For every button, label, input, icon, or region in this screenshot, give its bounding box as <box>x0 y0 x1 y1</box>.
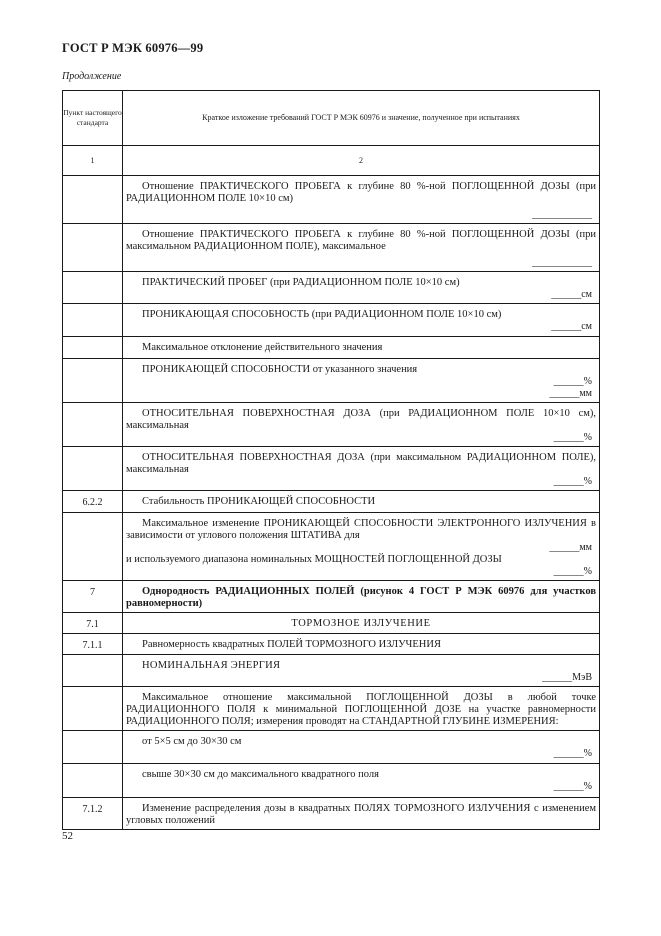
clause-number <box>63 764 123 798</box>
requirement-cell <box>123 224 600 272</box>
requirement-cell <box>123 337 600 359</box>
table-header-row <box>63 91 600 146</box>
table-row <box>63 764 600 798</box>
requirement-text: ПРАКТИЧЕСКИЙ ПРОБЕГ (при РАДИАЦИОННОМ ПОЛЕ 10×10 см) <box>142 277 460 288</box>
requirement-text: от 5×5 см до 30×30 см <box>142 736 242 747</box>
column-index-1: 1 <box>63 146 123 176</box>
value-blank: ______% <box>553 566 592 577</box>
clause-number <box>63 731 123 764</box>
requirement-cell <box>123 513 600 581</box>
requirement-cell <box>123 359 600 403</box>
subsection-heading: ТОРМОЗНОЕ ИЗЛУЧЕНИЕ <box>291 618 431 629</box>
value-blank: ______см <box>551 289 592 300</box>
value-blank: ____________ <box>532 209 592 220</box>
clause-number <box>63 403 123 447</box>
value-blank: ____________ <box>532 257 592 268</box>
clause-number <box>63 655 123 687</box>
requirement-cell <box>123 731 600 764</box>
requirement-text: Равномерность квадратных ПОЛЕЙ ТОРМОЗНОГО ИЗЛУЧЕНИЯ <box>142 639 441 650</box>
table-row <box>63 687 600 731</box>
requirement-text: ПРОНИКАЮЩЕЙ СПОСОБНОСТИ от указанного значения <box>142 364 418 375</box>
clause-number: 6.2.2 <box>63 491 123 513</box>
table-row <box>63 513 600 581</box>
table-row <box>63 581 600 613</box>
requirement-text: ОТНОСИТЕЛЬНАЯ ПОВЕРХНОСТНАЯ ДОЗА (при максимальном РАДИАЦИОННОМ ПОЛЕ), максимальная <box>126 452 596 475</box>
requirement-cell <box>123 613 600 634</box>
requirement-cell <box>123 581 600 613</box>
clause-number <box>63 447 123 491</box>
table-row <box>63 447 600 491</box>
requirement-cell <box>123 687 600 731</box>
requirement-cell <box>123 447 600 491</box>
requirement-text-continuation: и используемого диапазона номинальных МОЩНОСТЕЙ ПОГЛОЩЕННОЙ ДОЗЫ <box>126 554 502 565</box>
table-row <box>63 272 600 304</box>
requirement-text: Отношение ПРАКТИЧЕСКОГО ПРОБЕГА к глубине 80 %-ной ПОГЛОЩЕННОЙ ДОЗЫ (при РАДИАЦИОННОМ ПОЛЕ 10×10 см) <box>126 181 596 204</box>
requirements-table <box>62 90 600 830</box>
value-blank: ______% <box>553 432 592 443</box>
clause-number <box>63 304 123 337</box>
requirement-cell <box>123 403 600 447</box>
value-blank: ______% <box>553 476 592 487</box>
column-header-requirements: Краткое изложение требований ГОСТ Р МЭК 60976 и значение, полученное при испытаниях <box>123 91 600 146</box>
requirement-text: Стабильность ПРОНИКАЮЩЕЙ СПОСОБНОСТИ <box>142 496 376 507</box>
requirement-text: Отношение ПРАКТИЧЕСКОГО ПРОБЕГА к глубине 80 %-ной ПОГЛОЩЕННОЙ ДОЗЫ (при максимальном РАДИАЦИОННОМ ПОЛЕ), максимальное <box>126 229 596 252</box>
clause-number <box>63 359 123 403</box>
requirement-cell <box>123 176 600 224</box>
clause-number <box>63 272 123 304</box>
requirement-text: НОМИНАЛЬНАЯ ЭНЕРГИЯ <box>142 660 281 671</box>
clause-number <box>63 176 123 224</box>
table-row <box>63 491 600 513</box>
clause-number: 7 <box>63 581 123 613</box>
table-row <box>63 224 600 272</box>
table-index-row <box>63 146 600 176</box>
table-row <box>63 798 600 830</box>
requirement-cell <box>123 764 600 798</box>
table-row <box>63 731 600 764</box>
requirement-cell <box>123 655 600 687</box>
requirement-text: ПРОНИКАЮЩАЯ СПОСОБНОСТЬ (при РАДИАЦИОННОМ ПОЛЕ 10×10 см) <box>142 309 502 320</box>
table-row <box>63 655 600 687</box>
value-blank: ______% <box>553 748 592 759</box>
requirement-text: Максимальное отклонение действительного значения <box>142 342 383 353</box>
requirement-cell <box>123 272 600 304</box>
value-blank: ______% <box>553 781 592 792</box>
section-heading: Однородность РАДИАЦИОННЫХ ПОЛЕЙ (рисунок 4 ГОСТ Р МЭК 60976 для участков равномерности) <box>126 586 596 609</box>
requirement-text: ОТНОСИТЕЛЬНАЯ ПОВЕРХНОСТНАЯ ДОЗА (при РАДИАЦИОННОМ ПОЛЕ 10×10 см), максимальная <box>126 408 596 431</box>
clause-number: 7.1 <box>63 613 123 634</box>
table-row <box>63 359 600 403</box>
column-header-clause: Пункт настоящего стандарта <box>63 91 123 146</box>
page-number: 52 <box>62 830 73 842</box>
table-row <box>63 634 600 655</box>
table-row <box>63 613 600 634</box>
value-blank: ______см <box>551 321 592 332</box>
clause-number: 7.1.2 <box>63 798 123 830</box>
requirement-text: Максимальное отношение максимальной ПОГЛОЩЕННОЙ ДОЗЫ в любой точке РАДИАЦИОННОГО ПОЛЯ к минимальной ПОГЛОЩЕННОЙ ДОЗЕ на участке равномерности РАДИАЦИОННОГО ПОЛЯ; измерения проводят на СТАНДАРТНОЙ ГЛУБИНЕ ИЗМЕРЕНИЯ: <box>126 692 596 727</box>
requirement-text: Изменение распределения дозы в квадратных ПОЛЯХ ТОРМОЗНОГО ИЗЛУЧЕНИЯ с изменением угловых положений <box>126 803 596 826</box>
table-row <box>63 403 600 447</box>
requirement-cell <box>123 798 600 830</box>
document-title: ГОСТ Р МЭК 60976—99 <box>62 41 204 55</box>
table-row <box>63 304 600 337</box>
table-row <box>63 176 600 224</box>
requirement-text: свыше 30×30 см до максимального квадратного поля <box>142 769 379 780</box>
value-blank: ______МэВ <box>542 672 592 683</box>
clause-number <box>63 337 123 359</box>
clause-number <box>63 687 123 731</box>
clause-number <box>63 513 123 581</box>
requirement-cell <box>123 304 600 337</box>
table-row <box>63 337 600 359</box>
requirement-cell <box>123 491 600 513</box>
column-index-2: 2 <box>123 146 600 176</box>
continuation-label: Продолжение <box>62 71 122 82</box>
requirement-cell <box>123 634 600 655</box>
value-blank: ______% <box>553 376 592 387</box>
clause-number <box>63 224 123 272</box>
value-blank: ______мм <box>549 542 592 553</box>
value-blank: ______мм <box>549 388 592 399</box>
requirement-text: Максимальное изменение ПРОНИКАЮЩЕЙ СПОСОБНОСТИ ЭЛЕКТРОННОГО ИЗЛУЧЕНИЯ в зависимости от углового положения ШТАТИВА для <box>126 518 596 541</box>
clause-number: 7.1.1 <box>63 634 123 655</box>
